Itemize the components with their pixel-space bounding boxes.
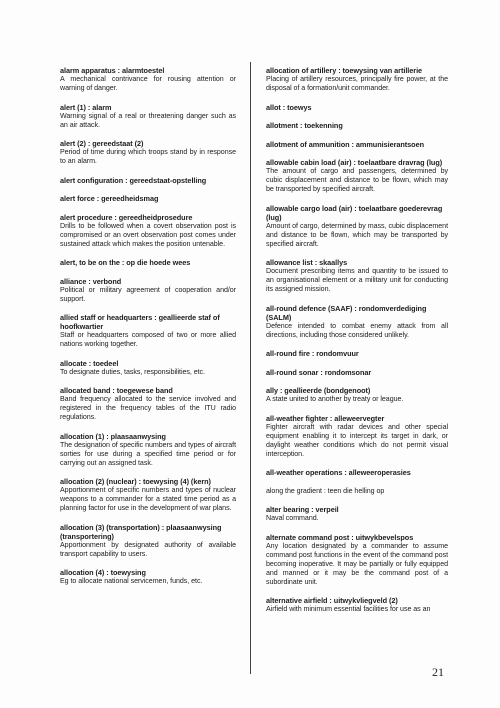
entry-definition: The designation of specific numbers and types of aircraft sorties for use during a specified time period or for carrying out an assigned task. — [60, 440, 236, 467]
entry — [266, 386, 448, 404]
entry — [60, 477, 236, 513]
entry — [266, 596, 448, 614]
entry — [60, 213, 236, 249]
page-number: 21 — [432, 665, 444, 679]
entry — [266, 468, 448, 477]
entry-definition: Staff or headquarters composed of two or more allied nations working together. — [60, 331, 236, 348]
entry — [60, 66, 236, 93]
entry-definition: The amount of cargo and passengers, determined by cubic displacement and distance to be flown, which may be transported by specified aircraft. — [266, 167, 448, 193]
entry — [266, 533, 448, 587]
entry-term: allocation (3) (transportation) : plaasaanwysing (transportering) — [60, 522, 222, 541]
entry-term: allotment of ammunition : ammunisierantsoen — [266, 139, 424, 149]
entry-definition: Amount of cargo, determined by mass, cubic displacement and distance to be flown, which may be transported by specified aircraft. — [266, 221, 448, 248]
entry — [60, 176, 236, 185]
entry — [266, 368, 448, 377]
entry-term: alert (2) : gereedstaat (2) — [60, 139, 144, 148]
entry — [60, 139, 236, 166]
entry-term: alliance : verbond — [60, 276, 122, 286]
entry-definition: A state united to another by treaty or league. — [266, 395, 404, 403]
entry — [266, 140, 448, 149]
entry — [266, 349, 448, 358]
entry-term: alarm apparatus : alarmtoestel — [60, 66, 165, 75]
entry-term: alert procedure : gereedheidprosedure — [60, 212, 193, 222]
entry — [266, 258, 448, 294]
entry-term: alert force : gereedheidsmag — [60, 194, 159, 203]
entry — [60, 432, 236, 468]
entry-term: alter bearing : verpeil — [266, 505, 339, 514]
entry-term: allocation (4) : toewysing — [60, 568, 146, 577]
entry-term: alternative airfield : uitwykvliegveld (2) — [266, 596, 398, 605]
entry — [60, 568, 236, 586]
entry — [60, 386, 236, 422]
entry-term: allot : toewys — [266, 102, 312, 112]
entry — [266, 66, 448, 93]
entry-term: allocation (2) (nuclear) : toewysing (4) (kern) — [60, 477, 211, 486]
entry-term: alert (1) : alarm — [60, 102, 112, 112]
entry-term: all-round sonar : rondomsonar — [266, 367, 372, 377]
entry-term: allocation of artillery : toewysing van artillerie — [266, 66, 423, 75]
entry-term: all-weather fighter : alleweervegter — [266, 413, 385, 423]
entry — [266, 487, 448, 496]
entry-term: all-round fire : rondomvuur — [266, 349, 359, 358]
entry-definition: Warning signal of a real or threatening danger such as an air attack. — [60, 111, 236, 129]
entry — [266, 204, 448, 249]
entry — [60, 194, 236, 203]
entry — [60, 359, 236, 377]
entry-definition: To designate duties, tasks, responsibilities, etc. — [60, 367, 205, 376]
entry — [266, 414, 448, 459]
entry — [266, 158, 448, 194]
entry — [60, 277, 236, 304]
entry-definition: Any location designated by a commander to assume command post functions in the event of the command post becoming inoperative. It may be partially or fully equipped and manned or it may be the command post of a subordinate unit. — [266, 541, 448, 586]
entry-definition: Document prescribing items and quantity to be issued to an organisational element or a military unit for conducting its assigned mission. — [266, 267, 448, 293]
entry — [60, 103, 236, 130]
entry-definition: Apportionment of specific numbers and types of nuclear weapons to a commander for a stated time period as a planning factor for use in the development of war plans. — [60, 486, 236, 512]
entry-term: allocation (1) : plaasaanwysing — [60, 431, 166, 441]
entry-definition: along the gradient : teen die helling op — [266, 486, 385, 495]
entry-term: allowable cargo load (air) : toelaatbare goederevrag (lug) — [266, 203, 443, 222]
entry-definition: Drills to be followed when a covert observation post is compromised or an overt observation post comes under sustained attack which makes the position untenable. — [60, 221, 236, 248]
entry-definition: Band frequency allocated to the service involved and registered in the frequency tables of the ITU radio regulations. — [60, 395, 236, 421]
entry-term: allowance list : skaallys — [266, 258, 348, 267]
entry — [60, 258, 236, 267]
entry-term: allotment : toekenning — [266, 121, 343, 130]
entry-term: all-round defence (SAAF) : rondomverdediging (SALM) — [266, 303, 427, 322]
entry-definition: A mechanical contrivance for rousing attention or warning of danger. — [60, 75, 236, 92]
entry — [266, 304, 448, 340]
right-column — [266, 66, 448, 624]
entry-definition: Placing of artillery resources, principally fire power, at the disposal of a formation/unit commander. — [266, 75, 448, 92]
entry-definition: Eg to allocate national servicemen, funds, etc. — [60, 577, 203, 585]
entry — [266, 121, 448, 130]
entry-definition: Fighter aircraft with radar devices and other special equipment enabling it to intercept its target in dark, or daylight weather conditions which do not permit visual interception. — [266, 422, 448, 458]
entry — [266, 505, 448, 523]
entry-term: all-weather operations : alleweeroperasies — [266, 468, 411, 477]
entry-term: ally : geallieerde (bondgenoot) — [266, 386, 371, 395]
entry — [60, 523, 236, 559]
entry-definition: Apportionment by designated authority of available transport capability to users. — [60, 540, 236, 558]
column-divider — [250, 62, 251, 674]
entry-term: allied staff or headquarters : geallieerde staf of hoofkwartier — [60, 313, 220, 331]
entry — [60, 313, 236, 349]
entry-definition: Political or military agreement of cooperation and/or support. — [60, 285, 236, 303]
entry-definition: Airfield with minimum essential facilities for use as an — [266, 605, 431, 613]
entry-term: allowable cabin load (air) : toelaatbare dravrag (lug) — [266, 158, 443, 167]
entry-term: alternate command post : uitwykbevelspos — [266, 532, 414, 542]
entry-term: alert configuration : gereedstaat-opstelling — [60, 175, 207, 185]
entry-term: allocate : toedeel — [60, 358, 119, 368]
entry-definition: Defence intended to combat enemy attack from all directions, including those considered unlikely. — [266, 321, 448, 339]
left-column — [60, 66, 236, 596]
entry-term: alert, to be on the : op die hoede wees — [60, 258, 191, 267]
entry — [266, 103, 448, 112]
entry-definition: Period of time during which troops stand by in response to an alarm. — [60, 148, 236, 165]
entry-term: allocated band : toegewese band — [60, 386, 173, 395]
entry-definition: Naval command. — [266, 514, 319, 522]
